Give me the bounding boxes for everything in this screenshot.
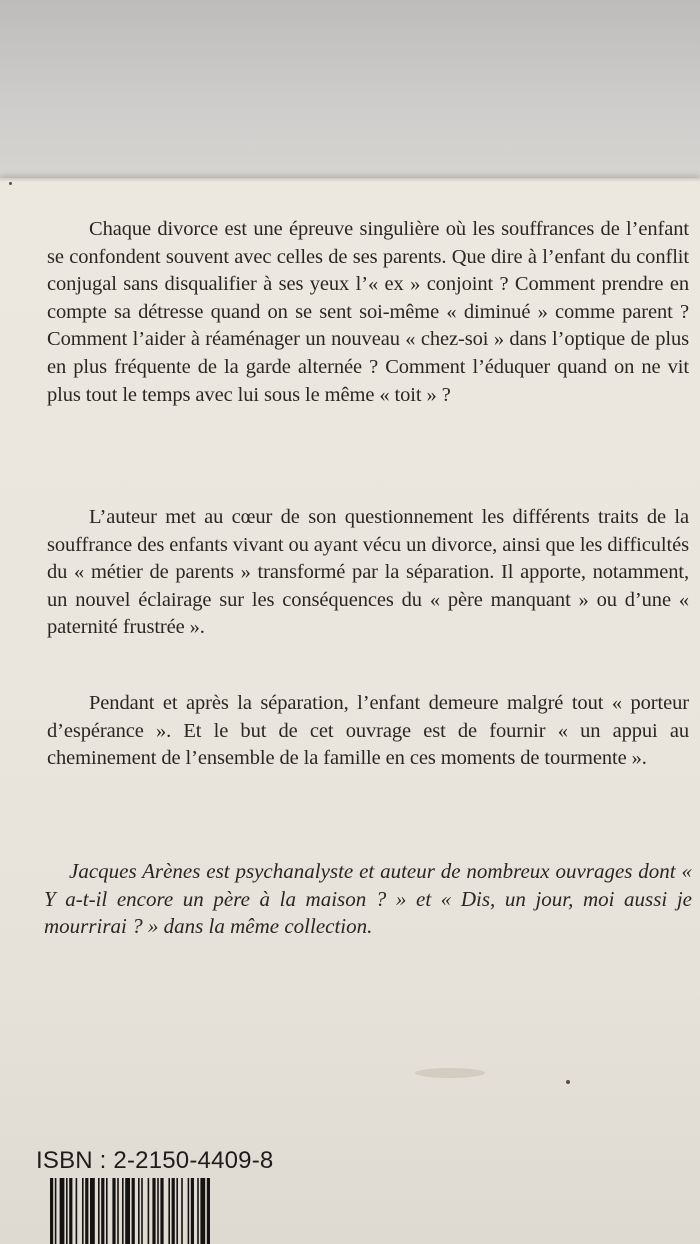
paper-speck	[9, 182, 12, 185]
table-surface	[0, 0, 700, 190]
barcode-bar	[168, 1178, 170, 1244]
barcode-bar	[60, 1178, 65, 1244]
summary-paragraph-2: L’auteur met au cœur de son questionnement les différents traits de la souffrance des enfants vivant ou ayant vécu un divorce, ainsi que les difficultés du « métier de parents » transformé par la séparation. Il apporte, notamment, un nouvel éclairage sur les conséquences du « père manquant » ou d’une « paternité frustrée ».	[47, 506, 689, 639]
barcode-bar	[188, 1178, 190, 1244]
paper-speck	[566, 1080, 570, 1084]
barcode-bar	[101, 1178, 104, 1244]
barcode-bar	[181, 1178, 183, 1244]
barcode-bar	[138, 1178, 140, 1244]
barcode-bar	[112, 1178, 115, 1244]
barcode-bar	[82, 1178, 84, 1244]
barcode-bar	[55, 1178, 57, 1244]
barcode-bar	[106, 1178, 108, 1244]
author-bio: Jacques Arènes est psychanalyste et auteur de nombreux ouvrages dont « Y a-t-il encore un père à la maison ? » et « Dis, un jour, moi aussi je mourrirai ? » dans la même collection.	[44, 859, 692, 938]
barcode-bar	[152, 1178, 155, 1244]
summary-paragraph-3: Pendant et après la séparation, l’enfant demeure malgré tout « porteur d’espérance ». Et le but de cet ouvrage est de fournir « un appui au cheminement de l’ensemble de la famille en ces moments de tourmente ».	[47, 692, 689, 770]
barcode-bar	[117, 1178, 119, 1244]
barcode-bar	[172, 1178, 175, 1244]
barcode-bar	[122, 1178, 124, 1244]
summary-paragraph-1: Chaque divorce est une épreuve singulière où les souffrances de l’enfant se confondent souvent avec celles de ses parents. Que dire à l’enfant du conflit conjugal sans disqualifier à ses yeux l’« ex » conjoint ? Comment prendre en compte sa détresse quand on se sent soi-même « diminué » comme parent ? Comment l’aider à réaménager un nouveau « chez-soi » dans l’optique de plus en plus fréquente de la garde alternée ? Comment l’éduquer quand on ne vit plus tout le temps avec lui sous le même « toit » ?	[47, 218, 689, 406]
isbn-label: ISBN : 2-2150-4409-8	[36, 1147, 274, 1174]
barcode-bar	[50, 1178, 53, 1244]
barcode-bar	[69, 1178, 72, 1244]
barcode-bar	[191, 1178, 194, 1244]
barcode-bar	[197, 1178, 199, 1244]
barcode-bar	[148, 1178, 150, 1244]
barcode-bar	[125, 1178, 130, 1244]
barcode-bar	[141, 1178, 143, 1244]
barcode-bar	[66, 1178, 68, 1244]
barcode-bar	[207, 1178, 210, 1244]
barcode-bar	[176, 1178, 178, 1244]
barcode-bar	[160, 1178, 163, 1244]
barcode-bar	[132, 1178, 135, 1244]
barcode-bar	[98, 1178, 100, 1244]
barcode-bar	[90, 1178, 95, 1244]
barcode-bar	[76, 1178, 78, 1244]
barcode-bar	[85, 1178, 88, 1244]
barcode-bar	[200, 1178, 205, 1244]
barcode-bar	[157, 1178, 159, 1244]
paper-smudge	[415, 1068, 485, 1078]
barcode	[50, 1178, 270, 1244]
